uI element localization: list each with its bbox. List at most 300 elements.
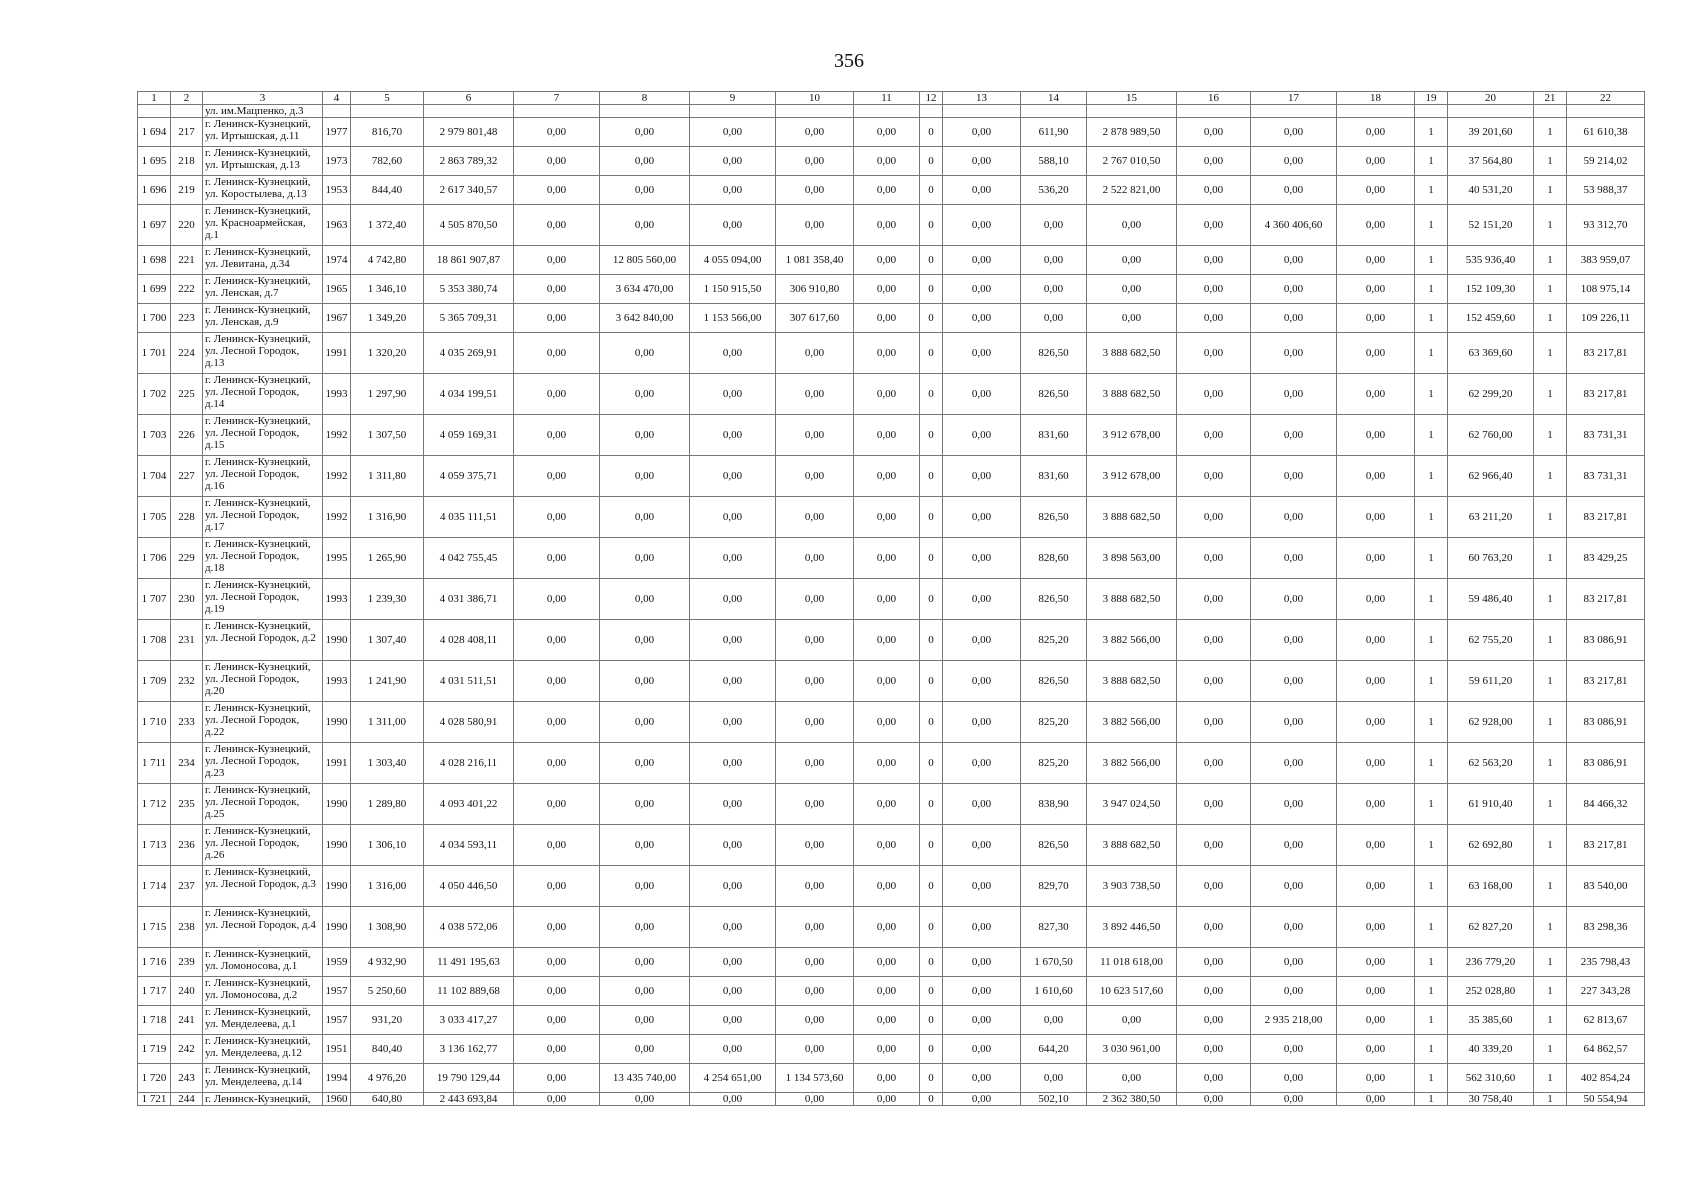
table-cell: 0,00 xyxy=(1337,304,1415,333)
table-cell: 1 xyxy=(1534,456,1567,497)
column-number-cell: 6 xyxy=(424,92,514,105)
table-cell: 0,00 xyxy=(943,538,1021,579)
table-cell: 0,00 xyxy=(514,118,600,147)
table-cell: 1 349,20 xyxy=(351,304,424,333)
table-cell: 223 xyxy=(171,304,203,333)
table-cell: 0,00 xyxy=(943,907,1021,948)
table-cell: 0,00 xyxy=(1337,866,1415,907)
table-cell: 62 299,20 xyxy=(1448,374,1534,415)
table-cell: 0,00 xyxy=(1337,661,1415,702)
table-cell: 0,00 xyxy=(943,948,1021,977)
table-cell: 825,20 xyxy=(1021,620,1087,661)
table-cell: 0 xyxy=(920,661,943,702)
table-cell xyxy=(1534,105,1567,118)
table-cell: 4 034 199,51 xyxy=(424,374,514,415)
table-cell: 0,00 xyxy=(514,743,600,784)
table-cell: 0,00 xyxy=(854,275,920,304)
table-cell: 0,00 xyxy=(690,579,776,620)
table-cell: 0,00 xyxy=(854,743,920,784)
table-row xyxy=(138,866,1645,907)
table-cell: 0,00 xyxy=(854,333,920,374)
table-cell: 0,00 xyxy=(776,538,854,579)
table-cell: 0,00 xyxy=(514,333,600,374)
table-row xyxy=(138,415,1645,456)
table-row xyxy=(138,1035,1645,1064)
table-cell: 152 109,30 xyxy=(1448,275,1534,304)
table-cell: 0,00 xyxy=(1337,784,1415,825)
table-row xyxy=(138,246,1645,275)
table-cell: 536,20 xyxy=(1021,176,1087,205)
table-cell: 1990 xyxy=(323,866,351,907)
address-cell: г. Ленинск-Кузнецкий, ул. Лесной Городок, д.15 xyxy=(203,415,323,456)
table-row xyxy=(138,147,1645,176)
table-cell: 0,00 xyxy=(1337,415,1415,456)
table-cell: 0,00 xyxy=(1337,579,1415,620)
table-cell: 0,00 xyxy=(943,1093,1021,1106)
table-cell: 0,00 xyxy=(943,246,1021,275)
table-cell: 1 714 xyxy=(138,866,171,907)
table-cell: 12 805 560,00 xyxy=(600,246,690,275)
address-cell: г. Ленинск-Кузнецкий, ул. Левитана, д.34 xyxy=(203,246,323,275)
table-cell: 827,30 xyxy=(1021,907,1087,948)
table-row xyxy=(138,497,1645,538)
table-cell: 0,00 xyxy=(600,661,690,702)
table-cell: 83 731,31 xyxy=(1567,415,1645,456)
table-cell: 59 214,02 xyxy=(1567,147,1645,176)
table-cell: 1 703 xyxy=(138,415,171,456)
table-cell: 0 xyxy=(920,1093,943,1106)
table-cell: 0,00 xyxy=(854,977,920,1006)
table-cell: 0,00 xyxy=(854,784,920,825)
table-cell: 0,00 xyxy=(600,538,690,579)
table-cell: 0,00 xyxy=(1251,415,1337,456)
address-cell: г. Ленинск-Кузнецкий, ул. Лесной Городок, д.16 xyxy=(203,456,323,497)
table-cell: 0,00 xyxy=(690,1035,776,1064)
page-number: 356 xyxy=(834,50,864,72)
table-cell: 0,00 xyxy=(776,118,854,147)
table-cell: 0,00 xyxy=(943,579,1021,620)
column-number-cell: 2 xyxy=(171,92,203,105)
table-cell: 0,00 xyxy=(1251,907,1337,948)
table-cell: 1 700 xyxy=(138,304,171,333)
table-cell: 0,00 xyxy=(690,907,776,948)
table-body xyxy=(138,92,1645,1106)
table-cell: 0,00 xyxy=(514,246,600,275)
table-cell: 3 882 566,00 xyxy=(1087,743,1177,784)
table-cell: 83 217,81 xyxy=(1567,825,1645,866)
table-cell: 236 xyxy=(171,825,203,866)
table-cell: 53 988,37 xyxy=(1567,176,1645,205)
table-row xyxy=(138,579,1645,620)
address-cell: г. Ленинск-Кузнецкий, ул. Лесной Городок, д.3 xyxy=(203,866,323,907)
table-cell: 1 xyxy=(1415,825,1448,866)
address-cell: г. Ленинск-Кузнецкий, ул. Лесной Городок, д.17 xyxy=(203,497,323,538)
table-cell: 3 888 682,50 xyxy=(1087,374,1177,415)
table-cell: 1 xyxy=(1415,948,1448,977)
table-cell: 0,00 xyxy=(854,415,920,456)
table-cell: 1 297,90 xyxy=(351,374,424,415)
table-cell: 0,00 xyxy=(1087,246,1177,275)
table-cell: 1951 xyxy=(323,1035,351,1064)
table-cell: 4 034 593,11 xyxy=(424,825,514,866)
column-number-cell: 7 xyxy=(514,92,600,105)
table-cell: 1953 xyxy=(323,176,351,205)
table-cell: 0,00 xyxy=(1337,825,1415,866)
table-cell: 233 xyxy=(171,702,203,743)
table-cell: 3 030 961,00 xyxy=(1087,1035,1177,1064)
table-cell xyxy=(171,105,203,118)
table-cell: 1 xyxy=(1415,538,1448,579)
table-cell: 1 699 xyxy=(138,275,171,304)
table-cell: 825,20 xyxy=(1021,702,1087,743)
table-cell: 0,00 xyxy=(1021,1006,1087,1035)
address-cell: г. Ленинск-Кузнецкий, ул. Ленская, д.7 xyxy=(203,275,323,304)
address-cell: г. Ленинск-Кузнецкий, ул. Лесной Городок, д.14 xyxy=(203,374,323,415)
table-cell: 0,00 xyxy=(943,275,1021,304)
table-cell: 0,00 xyxy=(1021,275,1087,304)
table-cell: 611,90 xyxy=(1021,118,1087,147)
table-cell: 1 xyxy=(1534,538,1567,579)
address-cell: г. Ленинск-Кузнецкий, ул. Лесной Городок, д.26 xyxy=(203,825,323,866)
table-cell: 2 617 340,57 xyxy=(424,176,514,205)
column-number-cell: 18 xyxy=(1337,92,1415,105)
table-cell: 1957 xyxy=(323,1006,351,1035)
table-cell: 0,00 xyxy=(1337,620,1415,661)
table-row xyxy=(138,118,1645,147)
table-cell: 1 715 xyxy=(138,907,171,948)
table-cell: 1 xyxy=(1415,118,1448,147)
table-cell: 1 xyxy=(1534,702,1567,743)
table-cell: 0,00 xyxy=(854,579,920,620)
table-cell: 1 xyxy=(1415,620,1448,661)
table-cell: 1 xyxy=(1415,176,1448,205)
table-cell xyxy=(854,105,920,118)
table-cell xyxy=(690,105,776,118)
table-cell: 83 217,81 xyxy=(1567,333,1645,374)
table-cell: 0 xyxy=(920,456,943,497)
table-cell: 0,00 xyxy=(690,538,776,579)
table-cell: 1990 xyxy=(323,620,351,661)
table-cell xyxy=(1251,105,1337,118)
table-cell: 4 028 580,91 xyxy=(424,702,514,743)
table-cell: 0,00 xyxy=(514,304,600,333)
table-cell: 1 716 xyxy=(138,948,171,977)
table-cell: 83 086,91 xyxy=(1567,702,1645,743)
table-cell: 19 790 129,44 xyxy=(424,1064,514,1093)
table-cell: 1 696 xyxy=(138,176,171,205)
table-cell: 244 xyxy=(171,1093,203,1106)
table-cell: 0,00 xyxy=(1251,538,1337,579)
table-cell: 13 435 740,00 xyxy=(600,1064,690,1093)
table-cell: 1 xyxy=(1534,579,1567,620)
table-cell: 3 903 738,50 xyxy=(1087,866,1177,907)
table-cell: 1 721 xyxy=(138,1093,171,1106)
table-cell: 0 xyxy=(920,1006,943,1035)
table-cell: 227 xyxy=(171,456,203,497)
table-cell xyxy=(323,105,351,118)
table-cell: 83 217,81 xyxy=(1567,661,1645,702)
table-cell: 0,00 xyxy=(776,497,854,538)
table-cell: 243 xyxy=(171,1064,203,1093)
table-cell: 0,00 xyxy=(854,948,920,977)
table-cell: 0,00 xyxy=(514,275,600,304)
table-cell: 0,00 xyxy=(514,579,600,620)
table-cell: 40 339,20 xyxy=(1448,1035,1534,1064)
column-number-cell: 17 xyxy=(1251,92,1337,105)
table-cell: 0,00 xyxy=(854,205,920,246)
table-cell: 2 443 693,84 xyxy=(424,1093,514,1106)
table-cell: 0,00 xyxy=(690,784,776,825)
table-cell: 0,00 xyxy=(943,825,1021,866)
table-cell: 1 153 566,00 xyxy=(690,304,776,333)
table-cell: 0,00 xyxy=(1337,374,1415,415)
table-cell: 0,00 xyxy=(514,948,600,977)
table-cell: 0,00 xyxy=(776,661,854,702)
table-cell: 0,00 xyxy=(1337,275,1415,304)
table-cell: 237 xyxy=(171,866,203,907)
table-cell: 1 717 xyxy=(138,977,171,1006)
table-cell: 0 xyxy=(920,948,943,977)
table-cell: 0,00 xyxy=(776,456,854,497)
table-cell: 1 307,50 xyxy=(351,415,424,456)
table-cell: 0,00 xyxy=(776,784,854,825)
table-cell: 0,00 xyxy=(690,661,776,702)
table-cell: 0,00 xyxy=(690,415,776,456)
table-cell: 4 059 169,31 xyxy=(424,415,514,456)
table-cell: 0,00 xyxy=(1337,205,1415,246)
table-cell: 1 xyxy=(1415,907,1448,948)
table-cell: 0,00 xyxy=(854,497,920,538)
table-cell: 0,00 xyxy=(943,497,1021,538)
table-cell: 826,50 xyxy=(1021,497,1087,538)
table-cell: 0 xyxy=(920,1035,943,1064)
table-cell xyxy=(776,105,854,118)
table-cell: 3 882 566,00 xyxy=(1087,702,1177,743)
table-cell: 562 310,60 xyxy=(1448,1064,1534,1093)
table-cell: 0,00 xyxy=(514,1006,600,1035)
table-cell: 0,00 xyxy=(943,118,1021,147)
table-cell: 252 028,80 xyxy=(1448,977,1534,1006)
table-cell: 1 xyxy=(1415,743,1448,784)
table-cell: 0,00 xyxy=(1251,743,1337,784)
table-cell: 0,00 xyxy=(514,147,600,176)
table-cell: 1959 xyxy=(323,948,351,977)
table-cell: 35 385,60 xyxy=(1448,1006,1534,1035)
table-cell: 3 888 682,50 xyxy=(1087,825,1177,866)
table-row xyxy=(138,105,1645,118)
table-row xyxy=(138,205,1645,246)
table-cell: 83 731,31 xyxy=(1567,456,1645,497)
table-cell: 0,00 xyxy=(776,620,854,661)
table-cell: 0,00 xyxy=(776,415,854,456)
table-cell: 306 910,80 xyxy=(776,275,854,304)
table-cell: 0,00 xyxy=(1087,304,1177,333)
column-number-cell: 21 xyxy=(1534,92,1567,105)
table-cell: 840,40 xyxy=(351,1035,424,1064)
table-cell: 226 xyxy=(171,415,203,456)
table-cell: 0,00 xyxy=(514,456,600,497)
table-cell xyxy=(920,105,943,118)
table-cell: 1 695 xyxy=(138,147,171,176)
table-cell: 1 718 xyxy=(138,1006,171,1035)
table-row xyxy=(138,374,1645,415)
table-cell: 50 554,94 xyxy=(1567,1093,1645,1106)
address-cell: г. Ленинск-Кузнецкий, ул. Лесной Городок, д.23 xyxy=(203,743,323,784)
table-cell: 1 702 xyxy=(138,374,171,415)
table-cell: 59 611,20 xyxy=(1448,661,1534,702)
table-cell: 1 316,00 xyxy=(351,866,424,907)
table-cell: 1 xyxy=(1415,661,1448,702)
table-cell: 4 031 511,51 xyxy=(424,661,514,702)
table-cell: 588,10 xyxy=(1021,147,1087,176)
table-cell: 0,00 xyxy=(1251,333,1337,374)
table-cell: 0,00 xyxy=(690,1093,776,1106)
column-number-cell: 15 xyxy=(1087,92,1177,105)
table-cell: 0,00 xyxy=(1337,1006,1415,1035)
table-cell: 0,00 xyxy=(1251,456,1337,497)
table-cell: 239 xyxy=(171,948,203,977)
table-cell: 1 316,90 xyxy=(351,497,424,538)
table-cell: 1993 xyxy=(323,374,351,415)
table-cell: 0,00 xyxy=(1337,1093,1415,1106)
table-cell: 1 697 xyxy=(138,205,171,246)
table-cell: 1992 xyxy=(323,456,351,497)
table-cell: 2 522 821,00 xyxy=(1087,176,1177,205)
table-cell: 0,00 xyxy=(854,538,920,579)
table-row xyxy=(138,304,1645,333)
table-cell: 0,00 xyxy=(1177,415,1251,456)
column-number-cell: 14 xyxy=(1021,92,1087,105)
table-cell: 217 xyxy=(171,118,203,147)
table-cell: 0,00 xyxy=(514,907,600,948)
table-cell: 0,00 xyxy=(1177,374,1251,415)
table-cell: 831,60 xyxy=(1021,456,1087,497)
table-cell: 0,00 xyxy=(514,784,600,825)
table-cell: 3 888 682,50 xyxy=(1087,333,1177,374)
table-row xyxy=(138,661,1645,702)
table-cell: 1 xyxy=(1415,275,1448,304)
table-cell: 218 xyxy=(171,147,203,176)
table-cell: 0,00 xyxy=(854,825,920,866)
table-cell xyxy=(351,105,424,118)
table-cell: 0,00 xyxy=(600,743,690,784)
table-cell: 0,00 xyxy=(600,415,690,456)
table-cell: 0,00 xyxy=(600,620,690,661)
table-cell: 4 031 386,71 xyxy=(424,579,514,620)
table-cell: 0,00 xyxy=(1337,538,1415,579)
table-row xyxy=(138,948,1645,977)
table-cell: 0,00 xyxy=(1177,825,1251,866)
table-cell: 0,00 xyxy=(776,825,854,866)
address-cell: г. Ленинск-Кузнецкий, ул. Менделеева, д.1 xyxy=(203,1006,323,1035)
table-cell: 62 692,80 xyxy=(1448,825,1534,866)
table-cell: 64 862,57 xyxy=(1567,1035,1645,1064)
table-cell: 1 xyxy=(1534,977,1567,1006)
table-cell: 62 813,67 xyxy=(1567,1006,1645,1035)
address-cell: г. Ленинск-Кузнецкий, ул. Лесной Городок, д.2 xyxy=(203,620,323,661)
table-cell: 1 712 xyxy=(138,784,171,825)
table-cell: 222 xyxy=(171,275,203,304)
table-cell: 0,00 xyxy=(514,702,600,743)
table-cell: 0,00 xyxy=(854,1093,920,1106)
column-number-cell: 9 xyxy=(690,92,776,105)
table-cell: 2 979 801,48 xyxy=(424,118,514,147)
table-cell: 61 610,38 xyxy=(1567,118,1645,147)
table-row xyxy=(138,1093,1645,1106)
table-cell: 0,00 xyxy=(943,147,1021,176)
address-cell: г. Ленинск-Кузнецкий, ул. Лесной Городок, д.4 xyxy=(203,907,323,948)
table-cell: 0,00 xyxy=(690,866,776,907)
table-cell: 0,00 xyxy=(776,948,854,977)
table-cell: 0,00 xyxy=(943,1006,1021,1035)
table-cell: 4 035 269,91 xyxy=(424,333,514,374)
table-cell: 83 217,81 xyxy=(1567,497,1645,538)
table-cell: 0,00 xyxy=(514,1064,600,1093)
table-cell: 1 xyxy=(1415,784,1448,825)
table-cell: 0,00 xyxy=(690,374,776,415)
table-row xyxy=(138,743,1645,784)
table-cell: 502,10 xyxy=(1021,1093,1087,1106)
table-cell: 1 709 xyxy=(138,661,171,702)
table-cell: 0,00 xyxy=(1337,147,1415,176)
table-cell: 232 xyxy=(171,661,203,702)
table-cell: 3 888 682,50 xyxy=(1087,579,1177,620)
table-cell: 83 217,81 xyxy=(1567,579,1645,620)
table-cell: 0,00 xyxy=(776,374,854,415)
table-cell: 0,00 xyxy=(514,620,600,661)
table-cell: 0 xyxy=(920,825,943,866)
table-cell: 1 xyxy=(1415,304,1448,333)
table-row xyxy=(138,784,1645,825)
table-cell: 1 708 xyxy=(138,620,171,661)
table-cell: 0,00 xyxy=(600,497,690,538)
table-cell: 931,20 xyxy=(351,1006,424,1035)
table-cell: 0,00 xyxy=(514,1093,600,1106)
table-cell: 238 xyxy=(171,907,203,948)
table-cell: 0,00 xyxy=(600,1035,690,1064)
table-cell: 234 xyxy=(171,743,203,784)
table-cell: 0,00 xyxy=(1021,1064,1087,1093)
table-cell: 0,00 xyxy=(1177,118,1251,147)
table-cell: 0,00 xyxy=(1177,275,1251,304)
table-cell: 0,00 xyxy=(943,784,1021,825)
table-cell: 0,00 xyxy=(690,333,776,374)
column-number-cell: 8 xyxy=(600,92,690,105)
table-cell: 1990 xyxy=(323,702,351,743)
table-cell: 1 307,40 xyxy=(351,620,424,661)
table-cell: 1 xyxy=(1534,907,1567,948)
table-cell: 0,00 xyxy=(600,456,690,497)
table-cell: 0,00 xyxy=(776,743,854,784)
table-cell: 0,00 xyxy=(1177,304,1251,333)
table-cell: 0,00 xyxy=(1087,1064,1177,1093)
table-cell: 0,00 xyxy=(854,456,920,497)
table-cell: 1 xyxy=(1534,948,1567,977)
table-cell: 1 719 xyxy=(138,1035,171,1064)
table-cell: 2 935 218,00 xyxy=(1251,1006,1337,1035)
address-cell: г. Ленинск-Кузнецкий, ул. Иртышская, д.13 xyxy=(203,147,323,176)
table-cell: 0 xyxy=(920,620,943,661)
table-cell: 0,00 xyxy=(690,118,776,147)
table-cell: 0,00 xyxy=(943,661,1021,702)
table-cell: 1 694 xyxy=(138,118,171,147)
table-cell: 0,00 xyxy=(690,948,776,977)
table-cell: 0,00 xyxy=(854,661,920,702)
table-cell: 1 134 573,60 xyxy=(776,1064,854,1093)
table-cell: 1 xyxy=(1534,415,1567,456)
table-cell: 1992 xyxy=(323,497,351,538)
table-cell: 3 634 470,00 xyxy=(600,275,690,304)
